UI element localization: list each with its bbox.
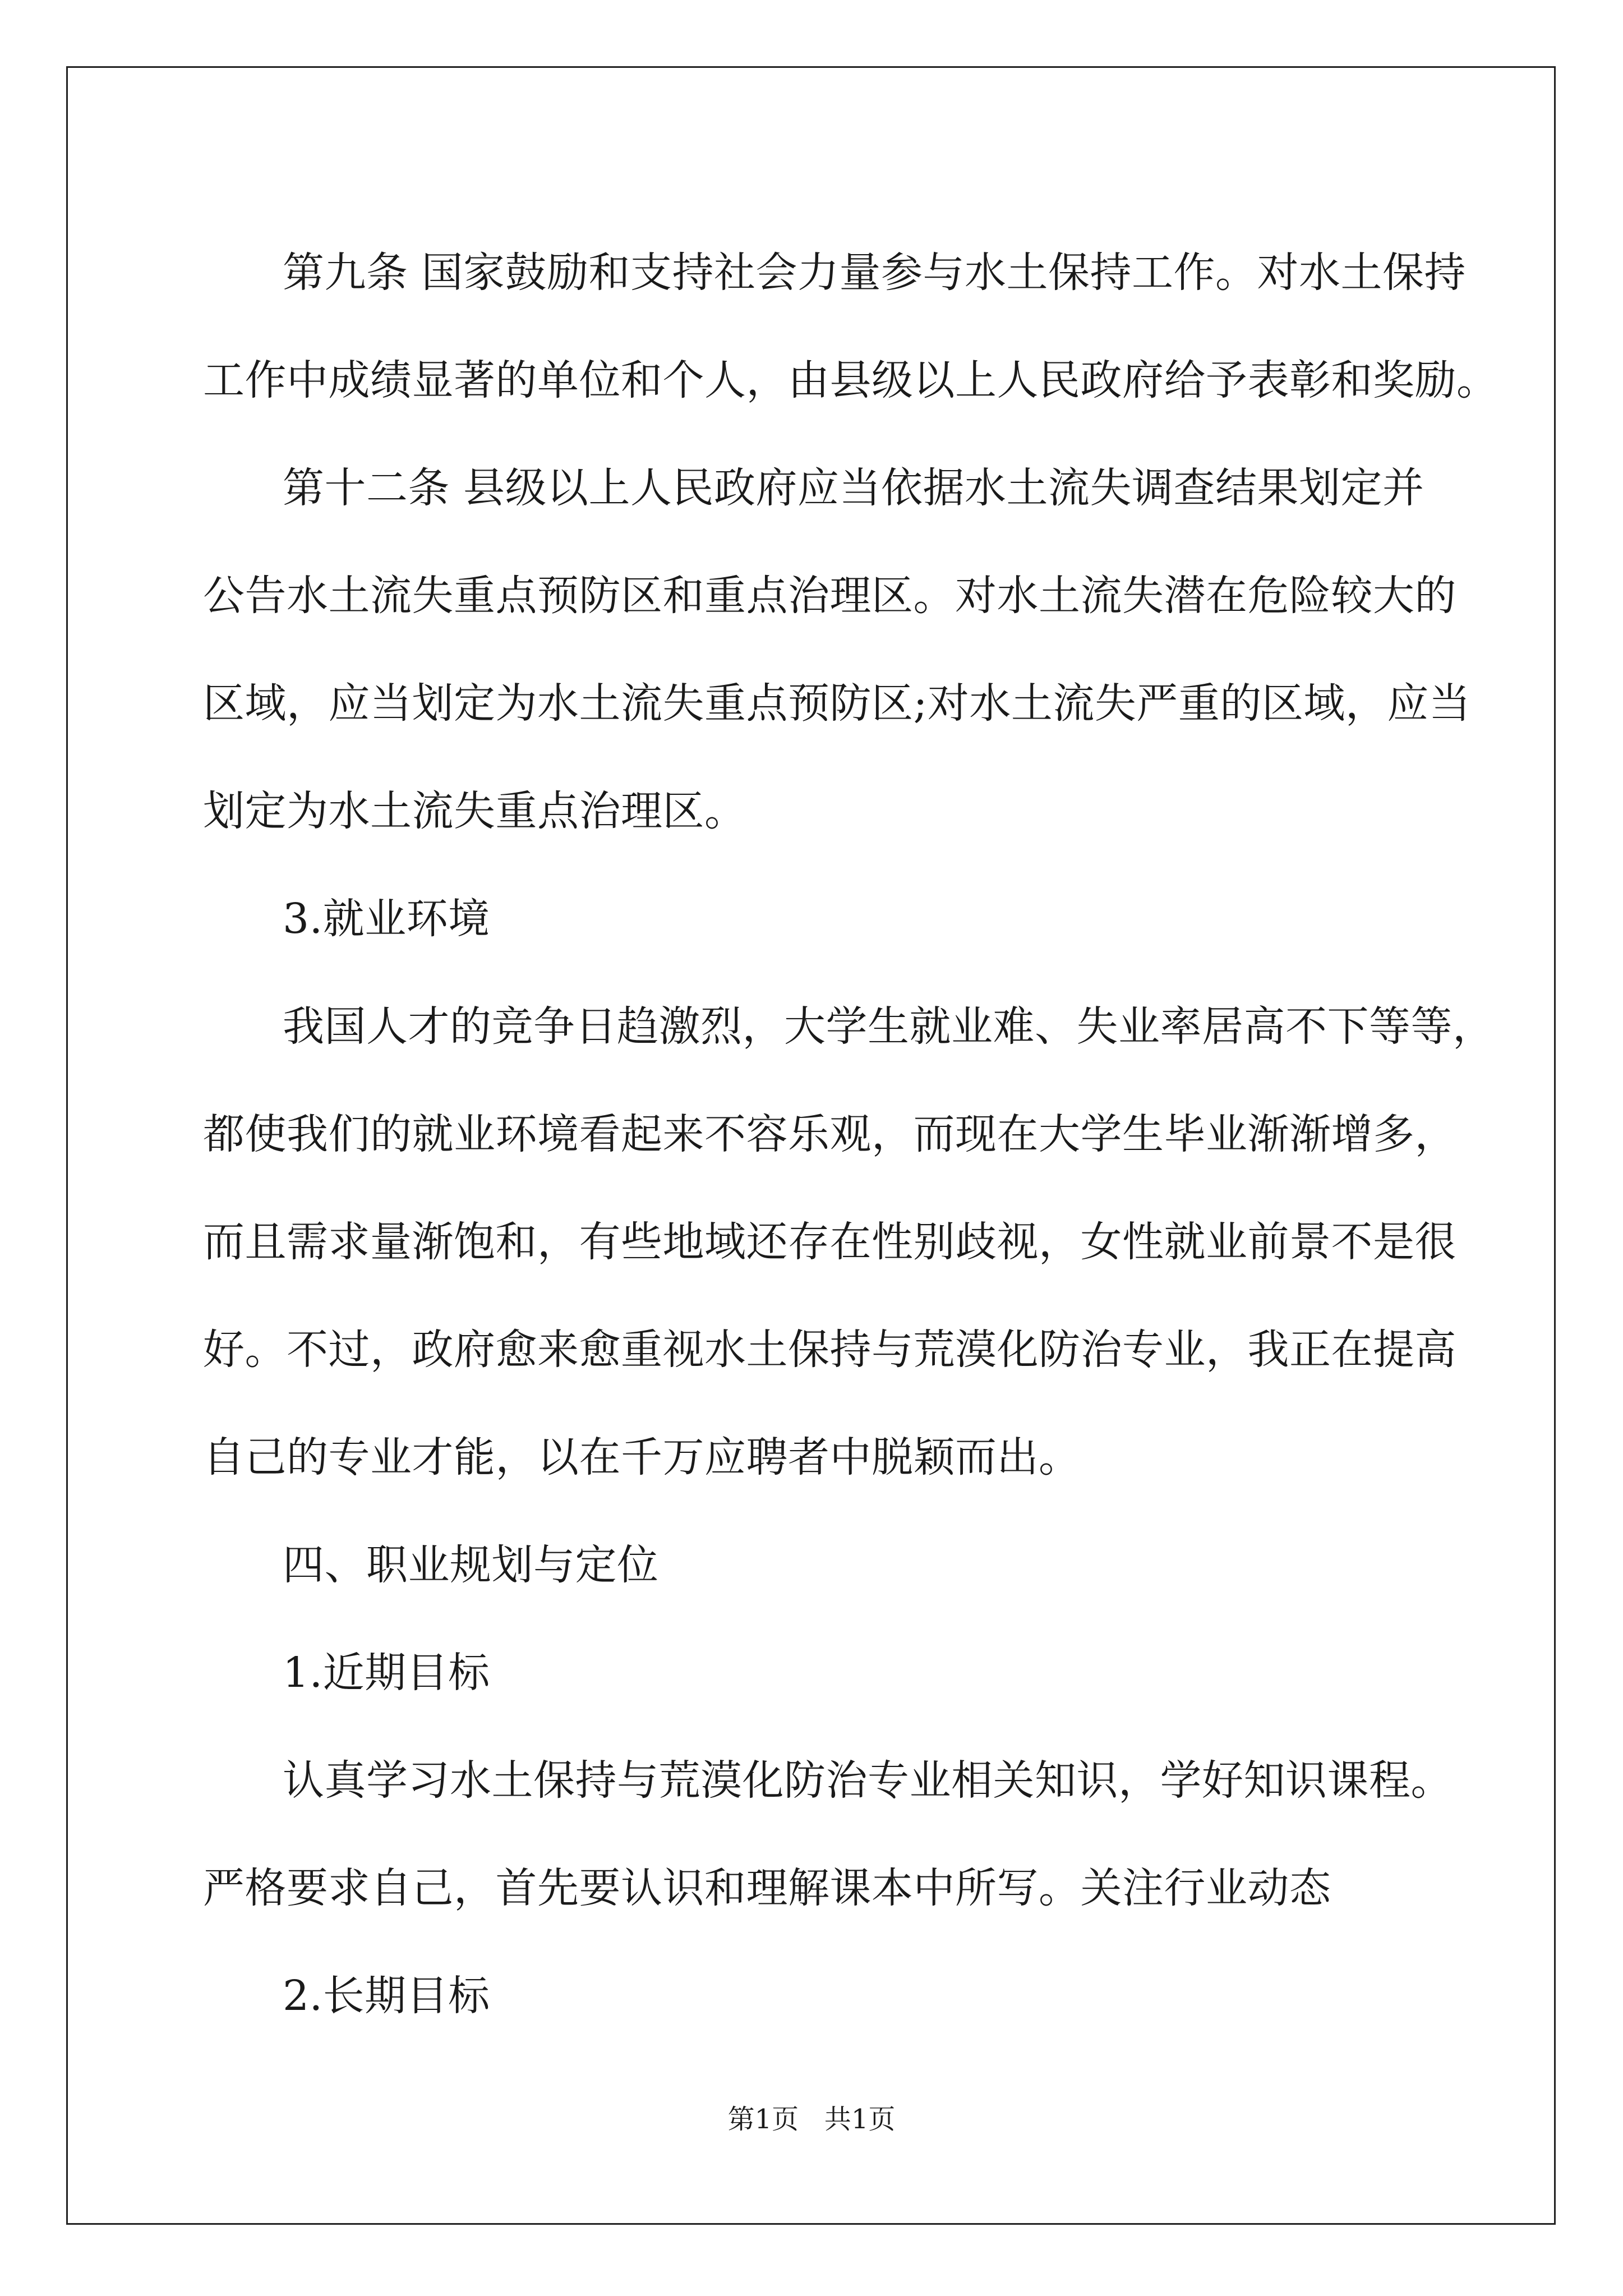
paragraph-line: 第九条 国家鼓励和支持社会力量参与水土保持工作。对水土保持 bbox=[283, 249, 1467, 297]
paragraph-line: 而且需求量渐饱和，有些地域还存在性别歧视，女性就业前景不是很 bbox=[203, 1218, 1456, 1266]
paragraph-line: 公告水土流失重点预防区和重点治理区。对水土流失潜在危险较大的 bbox=[203, 572, 1456, 620]
paragraph-article-9 bbox=[203, 219, 1498, 434]
paragraph-line: 我国人才的竞争日趋激烈，大学生就业难、失业率居高不下等等， bbox=[283, 1002, 1495, 1051]
heading-text: 1.近期目标 bbox=[283, 1649, 490, 1697]
heading-long-term-goal bbox=[203, 1942, 1437, 2050]
heading-short-term-goal bbox=[203, 1619, 1437, 1727]
heading-text: 2.长期目标 bbox=[283, 1972, 490, 2020]
paragraph-article-12 bbox=[203, 434, 1471, 865]
paragraph-line: 好。不过，政府愈来愈重视水土保持与荒漠化防治专业，我正在提高 bbox=[203, 1326, 1456, 1374]
paragraph-line: 第十二条 县级以上人民政府应当依据水土流失调查结果划定并 bbox=[283, 464, 1424, 512]
paragraph-short-term-goal bbox=[203, 1727, 1453, 1942]
document-body bbox=[203, 219, 1498, 2050]
heading-employment-environment bbox=[203, 865, 1437, 973]
paragraph-line: 区域，应当划定为水土流失重点预防区;对水土流失严重的区域，应当 bbox=[203, 679, 1471, 728]
paragraph-line: 认真学习水土保持与荒漠化防治专业相关知识，学好知识课程。 bbox=[283, 1756, 1453, 1805]
page-footer bbox=[0, 2102, 1623, 2136]
heading-text: 四、职业规划与定位 bbox=[283, 1541, 659, 1589]
heading-career-planning bbox=[203, 1511, 1437, 1619]
page-number: 第1页 bbox=[727, 2104, 799, 2135]
paragraph-line: 都使我们的就业环境看起来不容乐观，而现在大学生毕业渐渐增多， bbox=[203, 1110, 1456, 1158]
paragraph-line: 工作中成绩显著的单位和个人，由县级以上人民政府给予表彰和奖励。 bbox=[203, 356, 1498, 404]
page-total: 共1页 bbox=[824, 2104, 896, 2135]
heading-text: 3.就业环境 bbox=[283, 895, 490, 943]
paragraph-employment bbox=[203, 973, 1495, 1511]
paragraph-line: 自己的专业才能，以在千万应聘者中脱颖而出。 bbox=[203, 1433, 1081, 1481]
paragraph-line: 划定为水土流失重点治理区。 bbox=[203, 787, 746, 835]
paragraph-line: 严格要求自己，首先要认识和理解课本中所写。关注行业动态 bbox=[203, 1864, 1331, 1912]
